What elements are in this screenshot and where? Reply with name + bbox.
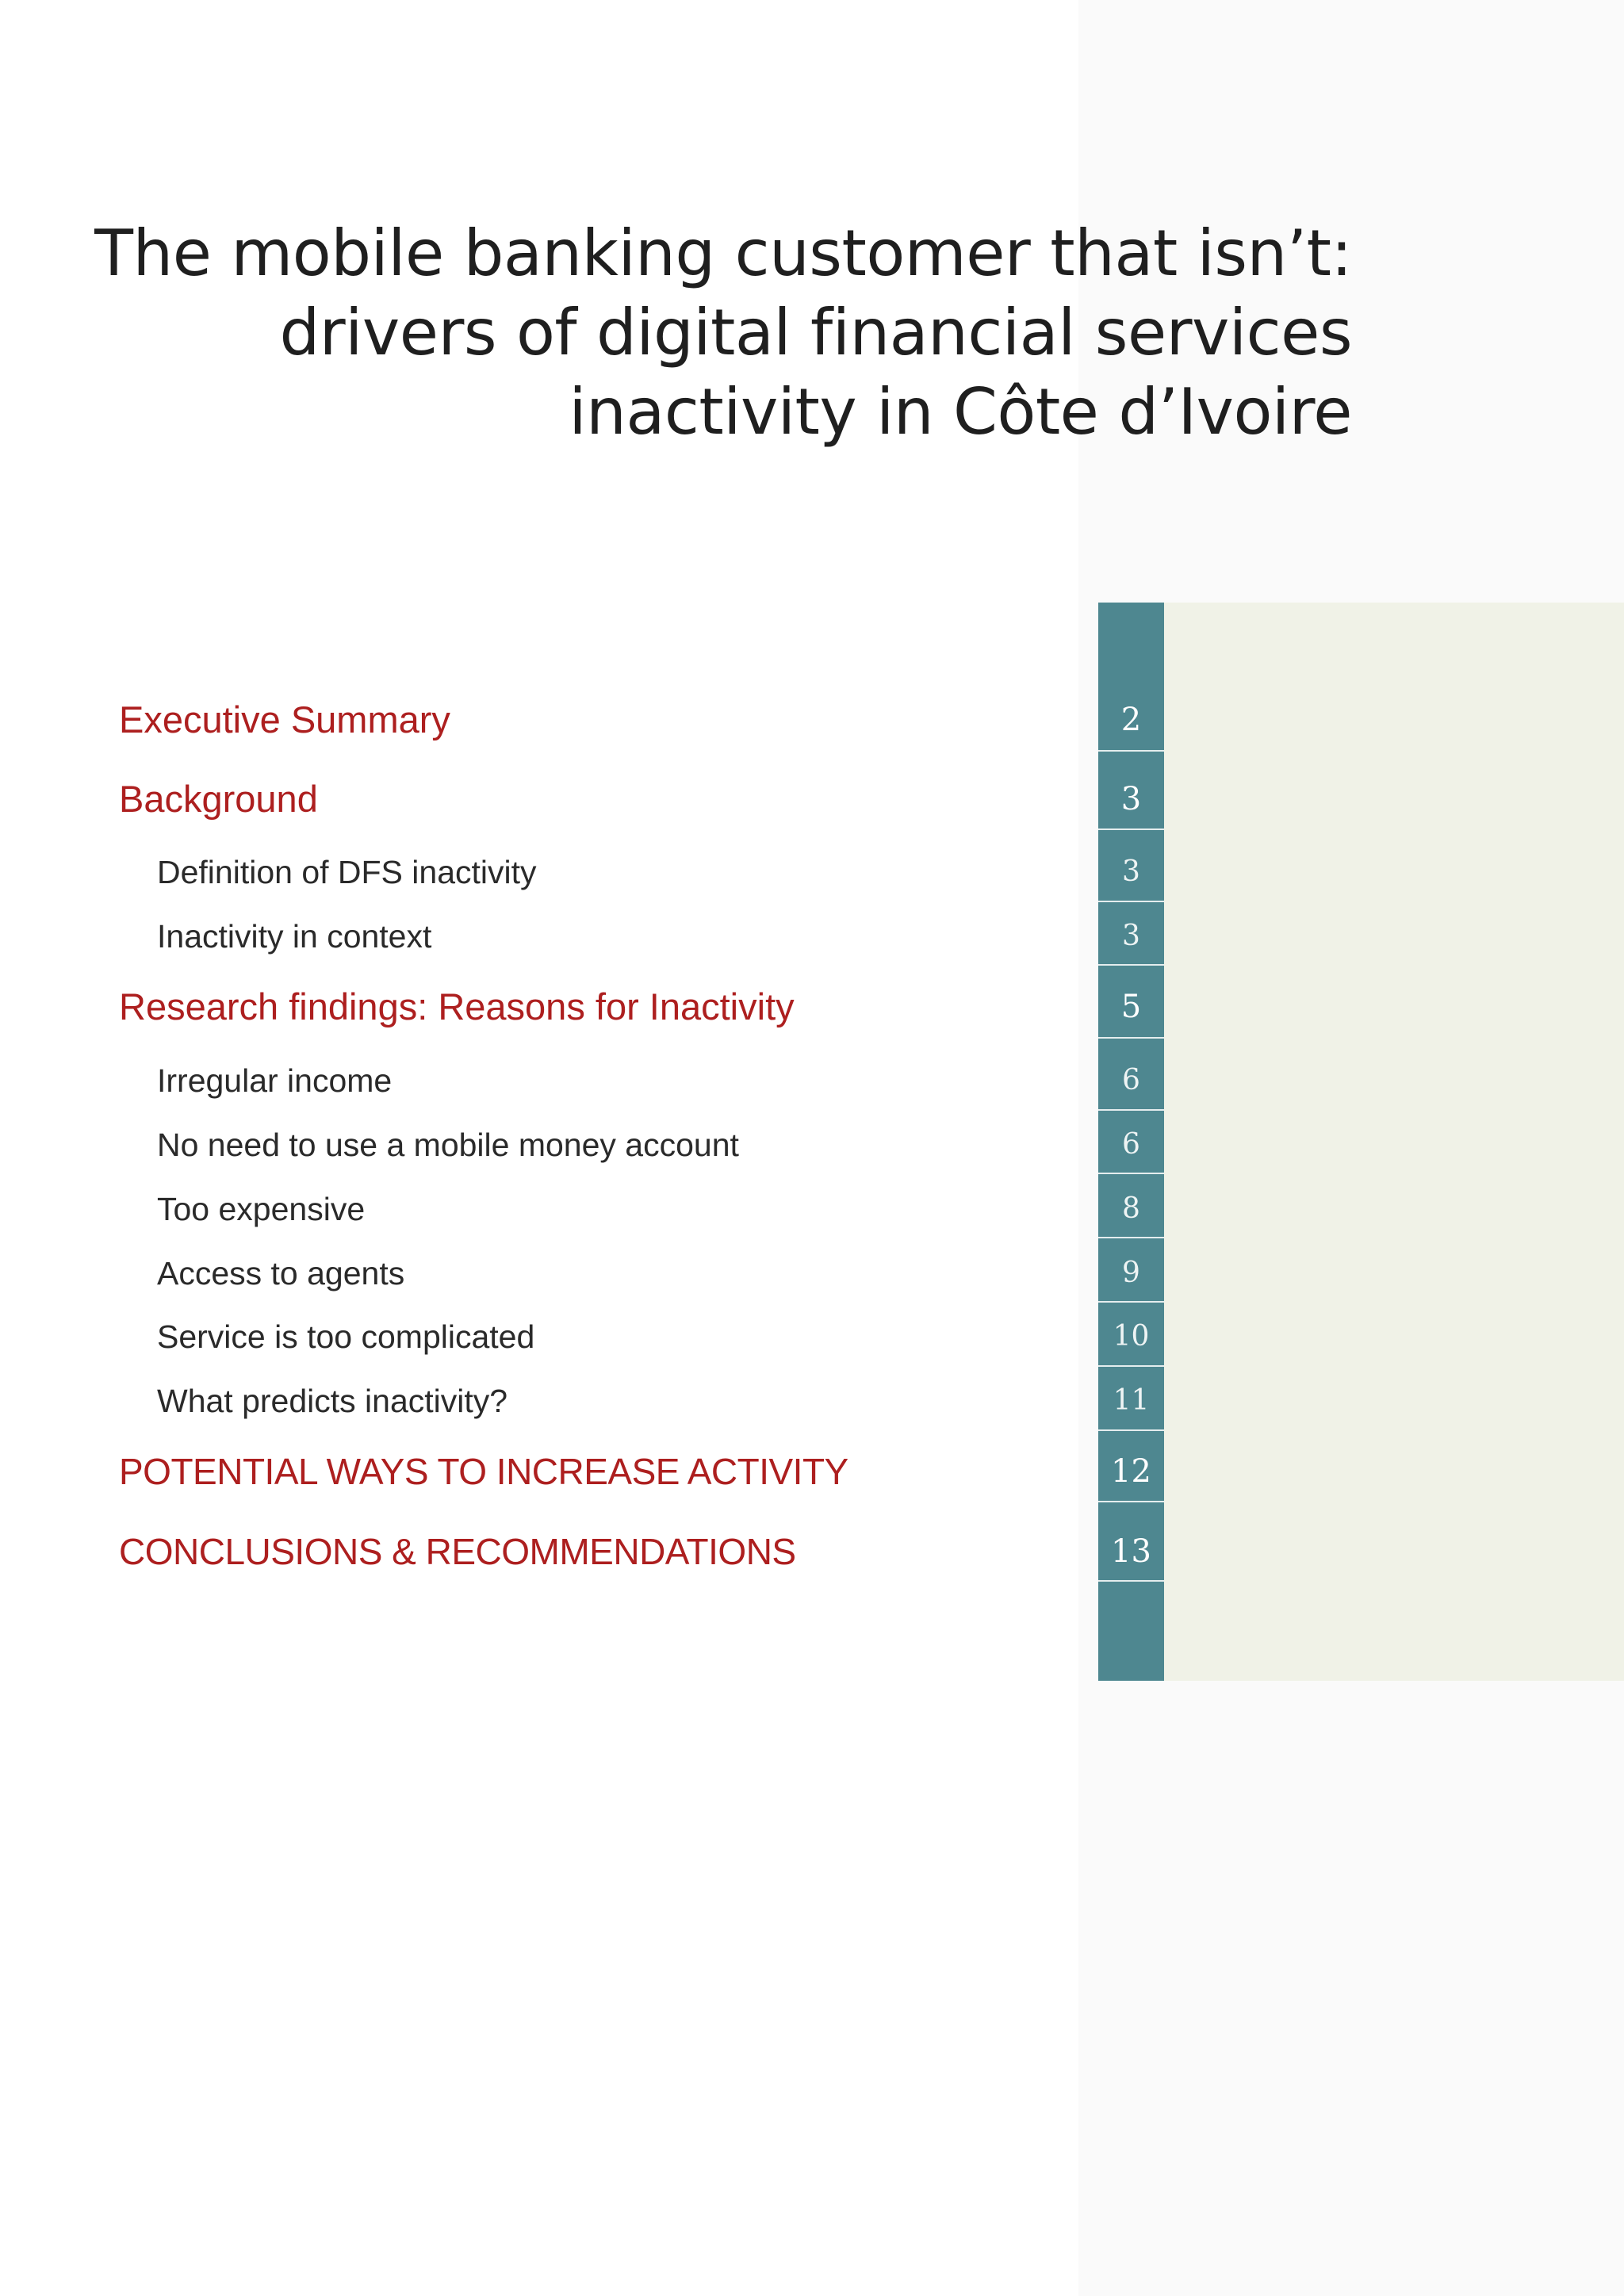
toc-entry-page-number: 5: [1120, 989, 1142, 1025]
page-bar-divider: [1098, 828, 1164, 830]
page-bar-divider: [1098, 1429, 1164, 1431]
toc-entry-conclusions[interactable]: [0, 1528, 1164, 1575]
toc-entry-label: No need to use a mobile money account: [157, 1127, 739, 1163]
toc-entry-page-number: 8: [1122, 1192, 1140, 1225]
page-bar-divider: [1098, 964, 1164, 966]
toc-entry-label: Access to agents: [157, 1255, 405, 1292]
toc-entry-too-expensive[interactable]: [0, 1185, 1164, 1233]
toc-entry-no-need[interactable]: [0, 1121, 1164, 1169]
page-bar-divider: [1098, 1301, 1164, 1303]
page-bar-divider: [1098, 1501, 1164, 1502]
page-bar-divider: [1098, 1237, 1164, 1238]
toc-entry-potential-ways[interactable]: [0, 1448, 1164, 1495]
page-bar-divider: [1098, 1037, 1164, 1039]
toc-entry-service-too-complicated[interactable]: [0, 1313, 1164, 1360]
green-side-panel: [1164, 603, 1624, 1681]
toc-entry-page-number: 10: [1113, 1320, 1150, 1353]
toc-entry-page-number: 6: [1122, 1128, 1140, 1161]
toc-entry-page-number: 12: [1111, 1453, 1151, 1490]
toc-entry-label: Executive Summary: [119, 698, 450, 740]
title-line-1: The mobile banking customer that isn’t:: [94, 216, 1352, 290]
toc-entry-label: CONCLUSIONS & RECOMMENDATIONS: [119, 1531, 796, 1572]
toc-entry-page-number: 11: [1113, 1384, 1150, 1417]
toc-entry-page-number: 2: [1120, 702, 1142, 738]
page-bar-divider: [1098, 1109, 1164, 1111]
toc-entry-executive-summary[interactable]: [0, 696, 1164, 744]
toc-entry-inactivity-in-context[interactable]: [0, 913, 1164, 960]
toc-entry-label: Definition of DFS inactivity: [157, 854, 537, 890]
toc-entry-page-number: 3: [1122, 920, 1140, 952]
toc-entry-page-number: 3: [1120, 781, 1142, 817]
toc-entry-research-findings[interactable]: [0, 983, 1164, 1031]
page-bar-divider: [1098, 1365, 1164, 1367]
toc-entry-page-number: 13: [1111, 1533, 1151, 1570]
toc-entry-page-number: 9: [1122, 1257, 1140, 1289]
toc-entry-label: Inactivity in context: [157, 918, 432, 955]
document-title: [79, 214, 1352, 452]
toc-entry-page-number: 6: [1122, 1064, 1140, 1096]
toc-entry-access-to-agents[interactable]: [0, 1249, 1164, 1297]
toc-entry-label: Service is too complicated: [157, 1318, 535, 1355]
toc-entry-label: POTENTIAL WAYS TO INCREASE ACTIVITY: [119, 1451, 848, 1492]
title-line-2: drivers of digital financial services: [279, 296, 1352, 369]
toc-entry-irregular-income[interactable]: [0, 1057, 1164, 1104]
toc-entry-definition-of-dfs-inactivity[interactable]: [0, 848, 1164, 896]
toc-entry-label: Research findings: Reasons for Inactivity: [119, 985, 795, 1027]
toc-entry-what-predicts-inactivity[interactable]: [0, 1377, 1164, 1425]
page-bar-divider: [1098, 901, 1164, 902]
page-bar-divider: [1098, 1173, 1164, 1174]
title-line-3: inactivity in Côte d’Ivoire: [569, 375, 1352, 449]
toc-entry-label: Background: [119, 778, 318, 820]
page-bar-divider: [1098, 750, 1164, 752]
toc-entry-page-number: 3: [1122, 855, 1140, 888]
toc-entry-label: Irregular income: [157, 1062, 393, 1099]
page-bar-divider: [1098, 1580, 1164, 1582]
toc-entry-label: What predicts inactivity?: [157, 1383, 508, 1419]
toc-entry-label: Too expensive: [157, 1191, 366, 1227]
toc-entry-background[interactable]: [0, 775, 1164, 823]
